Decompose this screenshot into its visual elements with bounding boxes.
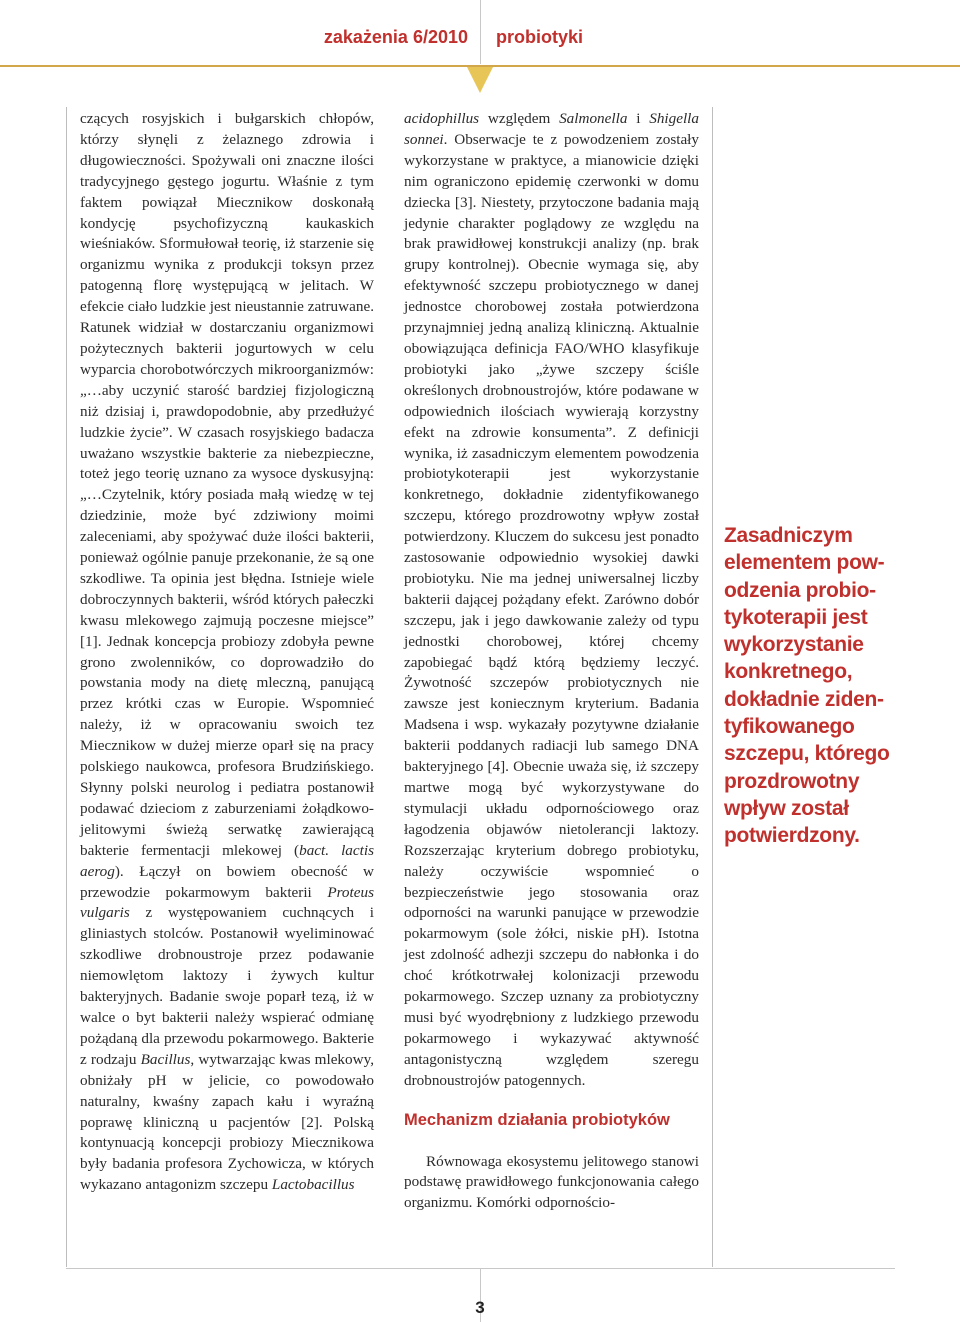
text-run: ). Łączył on bowiem obecność w przewodzie pokarmowym bakterii — [80, 862, 374, 901]
text-run: , wytwarzając kwas mlekowy, obniżały pH w jelicie, co powodowało naturalny, kwaśny zapach kału i wyraźną poprawę kliniczną u pacjentów [2]. Polską kontynuacją koncepcji probiozy Miecznikowa były badania profesora Zychowicza, w których wykazano antagonizm szczepu — [80, 1050, 374, 1194]
pull-quote-line: Zasadniczym — [724, 524, 853, 547]
text-run: względem — [479, 110, 560, 127]
pull-quote-line: prozdrowotny — [724, 769, 860, 793]
pull-quote-line: tyfikowanego — [724, 715, 855, 739]
pull-quote-line: odzenia probio- — [724, 578, 876, 602]
pull-quote-line: szczepu, którego — [724, 742, 890, 766]
italic-term: Bacillus — [140, 1050, 191, 1068]
italic-term: Lactobacillus — [271, 1176, 355, 1194]
section-title: probiotyki — [496, 27, 584, 47]
body-paragraph: Równowaga ekosystemu jelitowego stanowi podstawę prawidłowego funkcjonowania całego organizmu. Komórki odpornościo- — [404, 1152, 699, 1212]
italic-term: Shigella sonnei — [404, 110, 699, 148]
pull-quote-line: wykorzystanie — [724, 633, 864, 657]
pull-quote-line: dokładnie ziden- — [724, 687, 884, 711]
text-run: . Obserwacje te z powodzeniem zostały wykorzystane w praktyce, a mianowicie dzięki nim ograniczono epidemię czerwonki w domu dziecka [3]. Niestety, przytoczone badania mają jedynie charakter poglądowy ze względu na brak prawidłowej konstrukcji analizy (np. brak grupy kontrolnej). Obecnie wymaga się, aby efektywność szczepu probiotycznego w danej jednostce chorobowej została potwierdzona przynajmniej jedną analizą kliniczną. Aktualnie obowiązująca definicja FAO/WHO klasyfikuje probiotyki jako „żywe szczepy ściśle określonych drobnoustrojów, które podawane w odpowiednich ilościach wywierają korzystny efekt na zdrowie konsumenta”. Z definicji wynika, iż zasadniczym elementem powodzenia probiotykoterapii jest wykorzystanie konkretnego, dokładnie zidentyfikowanego szczepu, którego prozdrowotny wpływ został potwierdzony. Kluczem do sukcesu jest ponadto zastosowanie odpowiednio wysokiej dawki probiotyku. Nie ma jednej uniwersalnej liczby bakterii dającej pożądany efekt. Zarówno dobór szczepu, jak i jego dawkowanie zależy od typu jednostki chorobowej, której chcemy zapobiegać bądź którą będziemy leczyć. Żywotność szczepów probiotycznych nie zawsze jest koniecznym kryterium. Badania Madsena i wsp. wykazały pozytywne działanie bakterii poddanych radiacji lub samego DNA bakteryjnego [4]. Obecnie uważa się, iż szczepy martwe mogą być wykorzystywane do stymulacji układu odpornościowego oraz łagodzenia objawów nietolerancji laktozy. Rozszerzając kryterium dobrego probiotyku, należy oczywiście wspomnieć o bezpieczeństwie jego stosowania oraz odporności na warunki panujące w przewodzie pokarmowym (sole żółci, niskie pH). Istotna jest zdolność adhezji szczepu do nabłonka i do choć krótkotrwałej kolonizacji przewodu pokarmowego. Szczep uznany za probiotyczny musi być wyodrębniony z ludzkiego przewodu pokarmowego i wykazywać aktywność antagonistyczną względem szeregu drobnoustrojów patogennych. — [404, 130, 699, 1089]
page-number: 3 — [475, 1298, 485, 1317]
text-column-2 — [404, 109, 699, 1214]
right-column-rule — [712, 107, 713, 1267]
italic-term: acidophillus — [404, 110, 480, 127]
pull-quote — [724, 522, 914, 850]
pull-quote-line: konkretnego, — [724, 660, 853, 684]
header-triangle-marker — [467, 67, 493, 93]
page-header — [0, 0, 960, 80]
text-run: i — [627, 110, 650, 127]
journal-title: zakażenia 6/2010 — [323, 27, 468, 47]
text-run: z występowaniem cuchnących i gliniastych stolców. Postanowił wyeliminować szkodliwe drobnoustroje przez podawanie niemowlętom laktozy i żywych kultur bakteryjnych. Badanie swoje poparł tezą, iż w walce o byt bakterii należy wspierać odmianę pożądaną dla przewodu pokarmowego. Bakterie z rodzaju — [80, 904, 374, 1068]
pull-quote-line: wpływ został — [724, 796, 849, 820]
header-divider — [480, 0, 481, 64]
body-paragraph — [80, 109, 374, 1196]
left-margin-rule — [66, 107, 67, 1267]
body-paragraph — [404, 109, 699, 1092]
italic-term: Salmonella — [559, 110, 628, 127]
text-column-1 — [80, 109, 374, 1196]
section-subheading: Mechanizm działania probiotyków — [404, 1110, 670, 1129]
pull-quote-line: potwierdzony. — [724, 824, 860, 848]
italic-term: bact. lactis aerog — [80, 841, 374, 880]
text-run: czących rosyjskich i bułgarskich chłopów, którzy słynęli z żelaznego zdrowia i długowieczności. Spożywali oni znaczne ilości tradycyjnego gęstego jogurtu. Właśnie z tym faktem powiązał Miecznikow doskonałą kondycję psychofizyczną kaukaskich wieśniaków. Sformułował teorię, iż starzenie się organizmu wynika z produkcji toksyn przez patogenną florę występującą w jelitach. W efekcie ciało ludzkie jest nieustannie zatruwane. Ratunek widział w dostarczaniu organizmowi pożytecznych bakterii jogurtowych w celu wyparcia chorobotwórczych mikroorganizmów: „…aby uczynić starość bardziej fizjologiczną niż dzisiaj i, prawdopodobnie, aby przedłużyć ludzkie życie”. W czasach rosyjskiego badacza uważano wszystkie bakterie za niebezpieczne, toteż jego teorię uznano za wysoce dyskusyjną: „…Czytelnik, który posiada małą wiedzę w tej dziedzinie, może być zdziwiony moimi zaleceniami, aby spożywać duże ilości bakterii, ponieważ ogólnie panuje przekonanie, że są one szkodliwe. Ta opinia jest błędna. Istnieje wiele dobroczynnych bakterii, wśród których pałeczki kwasu mlekowego zajmują poczesne miejsce” [1]. Jednak koncepcja probiozy zdobyła pewne grono zwolenników, co doprowadziło do powstania mody na dietę mleczną, panującą przez krótki czas w Europie. Wspomnieć należy, iż w opracowaniu swoich tez Miecznikow w dużej mierze oparł się na pracy polskiego naukowca, profesora Brudzińskiego. Słynny polski neurolog i pediatra postanowił podawać dzieciom z zaburzeniami żołądkowo-jelitowymi świeżą serwatkę zawierającą bakterie fermentacji mlekowej ( — [80, 110, 374, 859]
pull-quote-line: tykoterapii jest — [724, 605, 868, 629]
italic-term: Proteus vulgaris — [80, 883, 374, 922]
pull-quote-line: elementem pow- — [724, 551, 885, 575]
